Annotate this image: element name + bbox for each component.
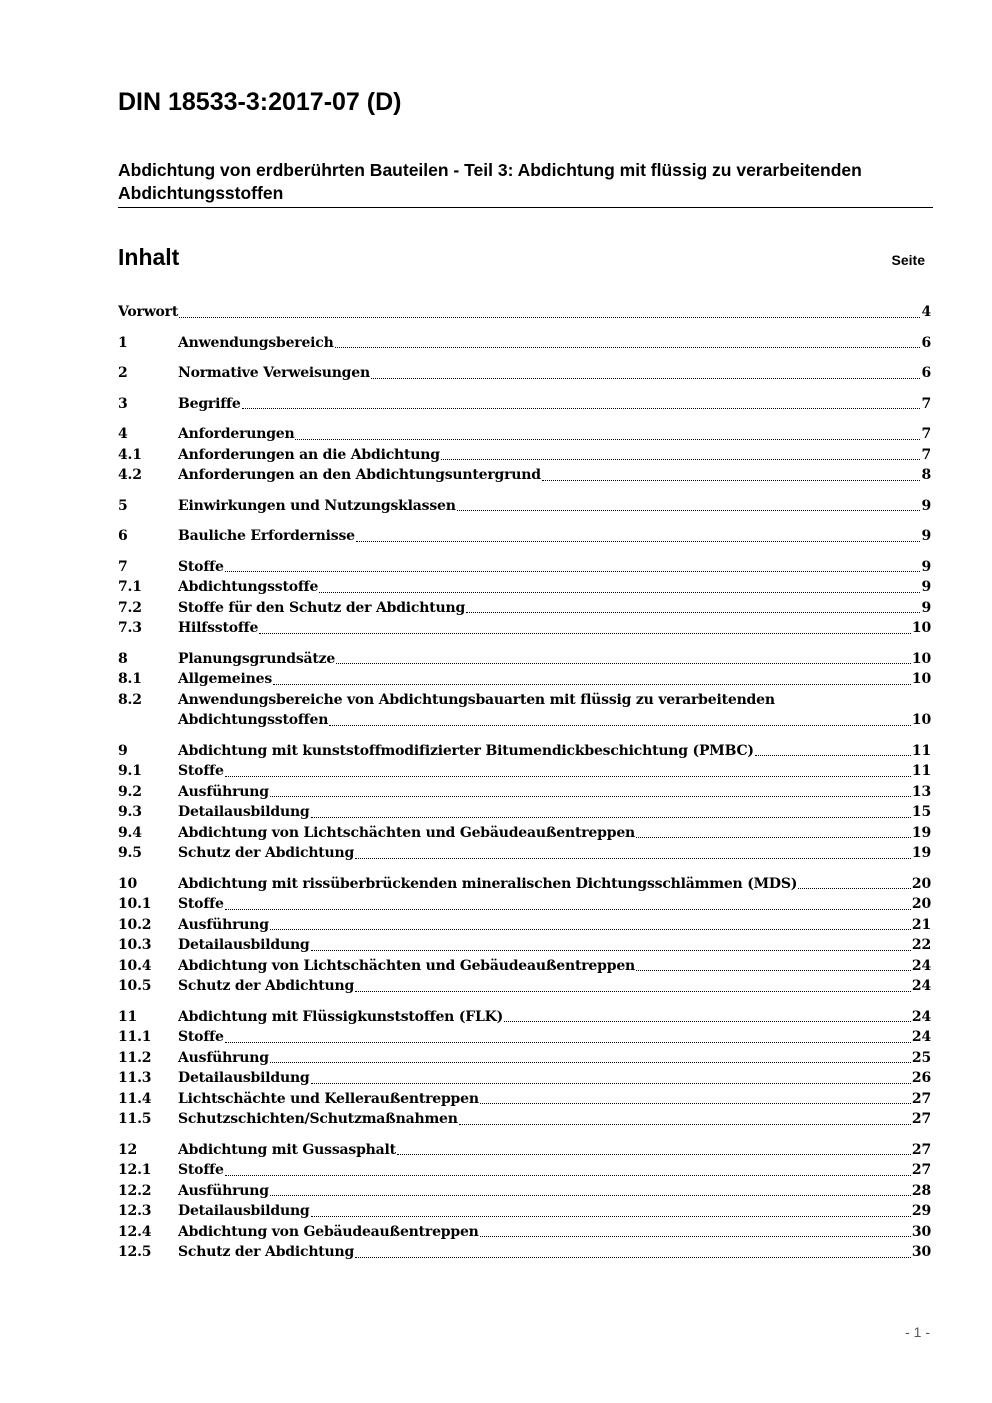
toc-entry-page: 9: [921, 558, 931, 575]
toc-entry[interactable]: [118, 1201, 931, 1222]
toc-entry-page: 8: [921, 467, 931, 483]
toc-dot-leader: [441, 458, 921, 460]
toc-entry-title: Anforderungen: [178, 426, 295, 442]
toc-entry-title: Anwendungsbereiche von Abdichtungsbauarten mit flüssig zu verarbeitenden: [178, 691, 775, 708]
toc-entry-number: 4: [118, 426, 128, 442]
toc-entry[interactable]: [118, 823, 931, 844]
toc-dot-leader: [798, 887, 911, 889]
toc-entry[interactable]: [118, 1109, 931, 1130]
toc-entry-number: 9.1: [118, 763, 142, 779]
toc-dot-leader: [311, 816, 911, 818]
toc-entry-title: Normative Verweisungen: [178, 365, 370, 381]
toc-entry-title: Schutz der Abdichtung: [178, 1244, 355, 1260]
toc-entry[interactable]: [118, 424, 931, 445]
toc-dot-leader: [270, 1194, 911, 1196]
toc-entry-title: Hilfsstoffe: [178, 620, 259, 636]
toc-entry-title: Abdichtung mit Gussasphalt: [178, 1141, 396, 1158]
toc-entry-page: 27: [911, 1111, 931, 1127]
toc-entry-title: Schutzschichten/Schutzmaßnahmen: [178, 1111, 458, 1127]
toc-entry[interactable]: [118, 526, 931, 547]
toc-entry-title: Anforderungen an die Abdichtung: [178, 446, 440, 463]
toc-entry-page: 10: [911, 650, 931, 667]
toc-entry-number: 11.2: [118, 1049, 152, 1066]
toc-dot-leader: [225, 775, 911, 777]
toc-dot-leader: [270, 928, 911, 930]
toc-entry-number: 4.2: [118, 467, 142, 483]
toc-dot-leader: [466, 611, 920, 613]
toc-entry[interactable]: [118, 1181, 931, 1202]
toc-dot-leader: [755, 754, 911, 756]
toc-entry-number: 12.2: [118, 1182, 152, 1199]
toc-entry[interactable]: [118, 577, 931, 598]
toc-entry-title: Stoffe: [178, 763, 224, 779]
toc-dot-leader: [371, 377, 921, 379]
toc-entry-title: Einwirkungen und Nutzungsklassen: [178, 497, 456, 514]
toc-entry[interactable]: [118, 761, 931, 782]
toc-entry-page: 10: [911, 671, 931, 687]
toc-entry-title: Lichtschächte und Kelleraußentreppen: [178, 1090, 479, 1107]
toc-dot-leader: [636, 969, 911, 971]
toc-entry-title: Planungsgrundsätze: [178, 650, 336, 667]
toc-entry-number: 10.4: [118, 957, 152, 974]
toc-entry[interactable]: [118, 1242, 931, 1263]
toc-entry-title: Vorwort: [118, 304, 179, 320]
toc-entry-title: Stoffe: [178, 896, 224, 912]
toc-dot-leader: [242, 407, 921, 409]
toc-entry-number: 11.3: [118, 1070, 152, 1086]
toc-dot-leader: [457, 509, 921, 511]
toc-entry-page: 25: [911, 1049, 931, 1066]
toc-dot-leader: [179, 316, 920, 318]
toc-entry-number: 7: [118, 558, 128, 575]
toc-entry-page: 11: [911, 763, 931, 779]
toc-entry-page: 6: [921, 334, 931, 351]
toc-dot-leader: [311, 1082, 911, 1084]
toc-entry-page: 26: [911, 1070, 931, 1086]
toc-dot-leader: [273, 683, 911, 685]
toc-entry-title-continuation: Abdichtungsstoffen: [178, 712, 329, 728]
toc-dot-leader: [225, 1174, 911, 1176]
toc-entry-page: 24: [911, 1008, 931, 1025]
toc-entry-page: 30: [911, 1244, 931, 1260]
toc-dot-leader: [225, 570, 921, 572]
toc-entry-page: 19: [911, 824, 931, 841]
toc-entry-page: 13: [911, 783, 931, 800]
toc-entry-title: Detailausbildung: [178, 1070, 310, 1086]
toc-entry[interactable]: [118, 445, 931, 466]
toc-entry-title: Detailausbildung: [178, 937, 310, 953]
toc-entry-page: 7: [921, 446, 931, 463]
toc-entry-page: 9: [921, 599, 931, 616]
toc-entry-number: 11.1: [118, 1029, 152, 1045]
toc-page-column-label: Seite: [891, 252, 925, 268]
toc-entry-title: Stoffe für den Schutz der Abdichtung: [178, 599, 466, 616]
toc-entry-title: Ausführung: [178, 1049, 269, 1066]
toc-entry[interactable]: [118, 741, 931, 762]
toc-entry[interactable]: [118, 363, 931, 384]
toc-entry-title: Abdichtung mit Flüssigkunststoffen (FLK): [178, 1008, 504, 1025]
toc-entry[interactable]: [118, 690, 931, 731]
toc-entry-number: 9.3: [118, 804, 142, 820]
toc-entry[interactable]: [118, 782, 931, 803]
toc-entry[interactable]: [118, 1140, 931, 1161]
toc-entry-page: 9: [921, 497, 931, 514]
toc-entry-title: Abdichtung von Gebäudeaußentreppen: [178, 1223, 479, 1240]
toc-entry-page: 20: [911, 896, 931, 912]
toc-entry[interactable]: [118, 1222, 931, 1243]
toc-entry-page: 21: [911, 916, 931, 933]
toc-entry-number: 12.1: [118, 1162, 152, 1178]
toc-entry-title: Abdichtung mit kunststoffmodifizierter Bitumendickbeschichtung (PMBC): [178, 742, 754, 759]
toc-entry-page: 19: [911, 845, 931, 861]
toc-entry-number: 9.4: [118, 824, 142, 841]
toc-entry-page: 27: [911, 1090, 931, 1107]
toc-entry[interactable]: [118, 802, 931, 823]
toc-entry-page: 7: [921, 395, 931, 412]
toc-dot-leader: [355, 857, 911, 859]
toc-entry-title: Schutz der Abdichtung: [178, 978, 355, 994]
toc-entry-number: 1: [118, 334, 128, 351]
toc-entry[interactable]: [118, 302, 931, 323]
toc-entry-title: Abdichtung von Lichtschächten und Gebäudeaußentreppen: [178, 824, 635, 841]
toc-entry-title: Abdichtungsstoffe: [178, 579, 319, 595]
toc-entry-page: 6: [921, 365, 931, 381]
toc-entry[interactable]: [118, 557, 931, 578]
toc-entry-number: 10.1: [118, 896, 152, 912]
toc-entry-title: Schutz der Abdichtung: [178, 845, 355, 861]
toc-dot-leader: [335, 346, 921, 348]
toc-entry-page: 29: [911, 1203, 931, 1219]
toc-entry-page: 24: [911, 1029, 931, 1045]
toc-entry-number: 12.4: [118, 1223, 152, 1240]
toc-dot-leader: [356, 540, 921, 542]
toc-entry[interactable]: [118, 1007, 931, 1028]
toc-entry-number: 9.5: [118, 845, 142, 861]
toc-entry-page: 9: [921, 579, 931, 595]
toc-entry-page: 30: [911, 1223, 931, 1240]
toc-entry-title: Anwendungsbereich: [178, 334, 334, 351]
toc-dot-leader: [542, 479, 921, 481]
page-number: - 1 -: [905, 1324, 930, 1340]
toc-entry-number: 6: [118, 528, 128, 544]
toc-entry-number: 3: [118, 395, 128, 412]
toc-entry[interactable]: [118, 874, 931, 895]
toc-entry[interactable]: [118, 915, 931, 936]
toc-entry-title: Ausführung: [178, 916, 269, 933]
toc-entry[interactable]: [118, 618, 931, 639]
toc-entry-number: 2: [118, 365, 128, 381]
toc-dot-leader: [270, 1061, 911, 1063]
toc-entry-title: Begriffe: [178, 395, 241, 412]
toc-dot-leader: [459, 1123, 911, 1125]
toc-entry-number: 12: [118, 1141, 138, 1158]
toc-entry[interactable]: [118, 394, 931, 415]
toc-dot-leader: [397, 1153, 911, 1155]
toc-entry-title: Abdichtung von Lichtschächten und Gebäudeaußentreppen: [178, 957, 635, 974]
toc-dot-leader: [311, 949, 911, 951]
toc-entry-title: Detailausbildung: [178, 1203, 310, 1219]
toc-entry-page: 9: [921, 528, 931, 544]
toc-entry-page: 4: [921, 304, 931, 320]
toc-entry-number: 10.5: [118, 978, 152, 994]
toc-entry-number: 10.3: [118, 937, 152, 953]
toc-entry-number: 11: [118, 1008, 138, 1025]
toc-entry-page: 10: [911, 620, 931, 636]
toc-dot-leader: [311, 1215, 911, 1217]
toc-entry-title: Stoffe: [178, 558, 224, 575]
toc-entry[interactable]: [118, 1027, 931, 1048]
toc-entry[interactable]: [118, 976, 931, 997]
toc-entry-title: Bauliche Erfordernisse: [178, 528, 355, 544]
toc-entry-page: 22: [911, 937, 931, 953]
toc-entry-number: 12.3: [118, 1203, 152, 1219]
toc-dot-leader: [295, 438, 920, 440]
toc-entry-number: 10: [118, 875, 138, 892]
toc-entry[interactable]: [118, 935, 931, 956]
toc-entry[interactable]: [118, 598, 931, 619]
toc-entry-title: Detailausbildung: [178, 804, 310, 820]
toc-entry-page: 7: [921, 426, 931, 442]
toc-dot-leader: [355, 1256, 911, 1258]
table-of-contents: [118, 302, 931, 1263]
toc-dot-leader: [270, 795, 911, 797]
toc-entry-title: Abdichtung mit rissüberbrückenden mineralischen Dichtungsschlämmen (MDS): [178, 875, 798, 892]
toc-entry-title: Ausführung: [178, 1182, 269, 1199]
document-title: DIN 18533-3:2017-07 (D): [118, 88, 402, 116]
toc-entry-number: 8.2: [118, 691, 142, 708]
toc-entry[interactable]: [118, 496, 931, 517]
toc-entry-page: 27: [911, 1162, 931, 1178]
toc-entry-page: 20: [911, 875, 931, 892]
toc-entry[interactable]: [118, 649, 931, 670]
toc-entry-number: 7.2: [118, 599, 142, 616]
toc-entry-title: Anforderungen an den Abdichtungsuntergrund: [178, 467, 541, 483]
toc-dot-leader: [225, 908, 911, 910]
toc-entry-number: 5: [118, 497, 128, 514]
toc-entry-number: 10.2: [118, 916, 152, 933]
toc-entry-title: Ausführung: [178, 783, 269, 800]
toc-entry-page: 11: [911, 742, 931, 759]
toc-entry-number: 11.5: [118, 1111, 152, 1127]
toc-entry[interactable]: [118, 1089, 931, 1110]
toc-entry[interactable]: [118, 1160, 931, 1181]
toc-dot-leader: [225, 1041, 911, 1043]
toc-entry-page: 24: [911, 978, 931, 994]
toc-entry-page: 28: [911, 1182, 931, 1199]
toc-dot-leader: [319, 591, 920, 593]
toc-dot-leader: [329, 724, 911, 726]
toc-entry-number: 11.4: [118, 1090, 152, 1107]
toc-heading: Inhalt: [118, 244, 180, 270]
toc-entry-number: 9.2: [118, 783, 142, 800]
toc-dot-leader: [355, 990, 911, 992]
toc-entry-title: Stoffe: [178, 1162, 224, 1178]
toc-entry-page: 27: [911, 1141, 931, 1158]
toc-dot-leader: [480, 1102, 911, 1104]
toc-dot-leader: [504, 1020, 911, 1022]
toc-entry[interactable]: [118, 669, 931, 690]
toc-entry-title: Allgemeines: [178, 671, 273, 687]
toc-entry-number: 8: [118, 650, 128, 667]
toc-entry-number: 9: [118, 742, 128, 759]
toc-entry-number: 7.1: [118, 579, 142, 595]
toc-entry-page: 15: [911, 804, 931, 820]
toc-entry-number: 12.5: [118, 1244, 152, 1260]
document-subtitle: Abdichtung von erdberührten Bauteilen - Teil 3: Abdichtung mit flüssig zu verarbeitenden Abdichtungsstoffen: [118, 159, 933, 208]
toc-entry[interactable]: [118, 843, 931, 864]
toc-entry-title: Stoffe: [178, 1029, 224, 1045]
toc-entry-page: 24: [911, 957, 931, 974]
toc-dot-leader: [259, 632, 911, 634]
toc-entry-number: 7.3: [118, 620, 142, 636]
toc-entry-number: 4.1: [118, 446, 142, 463]
toc-entry[interactable]: [118, 894, 931, 915]
toc-entry[interactable]: [118, 1068, 931, 1089]
toc-dot-leader: [636, 836, 911, 838]
toc-entry[interactable]: [118, 465, 931, 486]
toc-entry-number: 8.1: [118, 671, 142, 687]
toc-dot-leader: [336, 662, 911, 664]
toc-entry[interactable]: [118, 1048, 931, 1069]
toc-entry[interactable]: [118, 956, 931, 977]
toc-dot-leader: [480, 1235, 911, 1237]
toc-entry[interactable]: [118, 333, 931, 354]
toc-entry-page: 10: [911, 712, 931, 728]
